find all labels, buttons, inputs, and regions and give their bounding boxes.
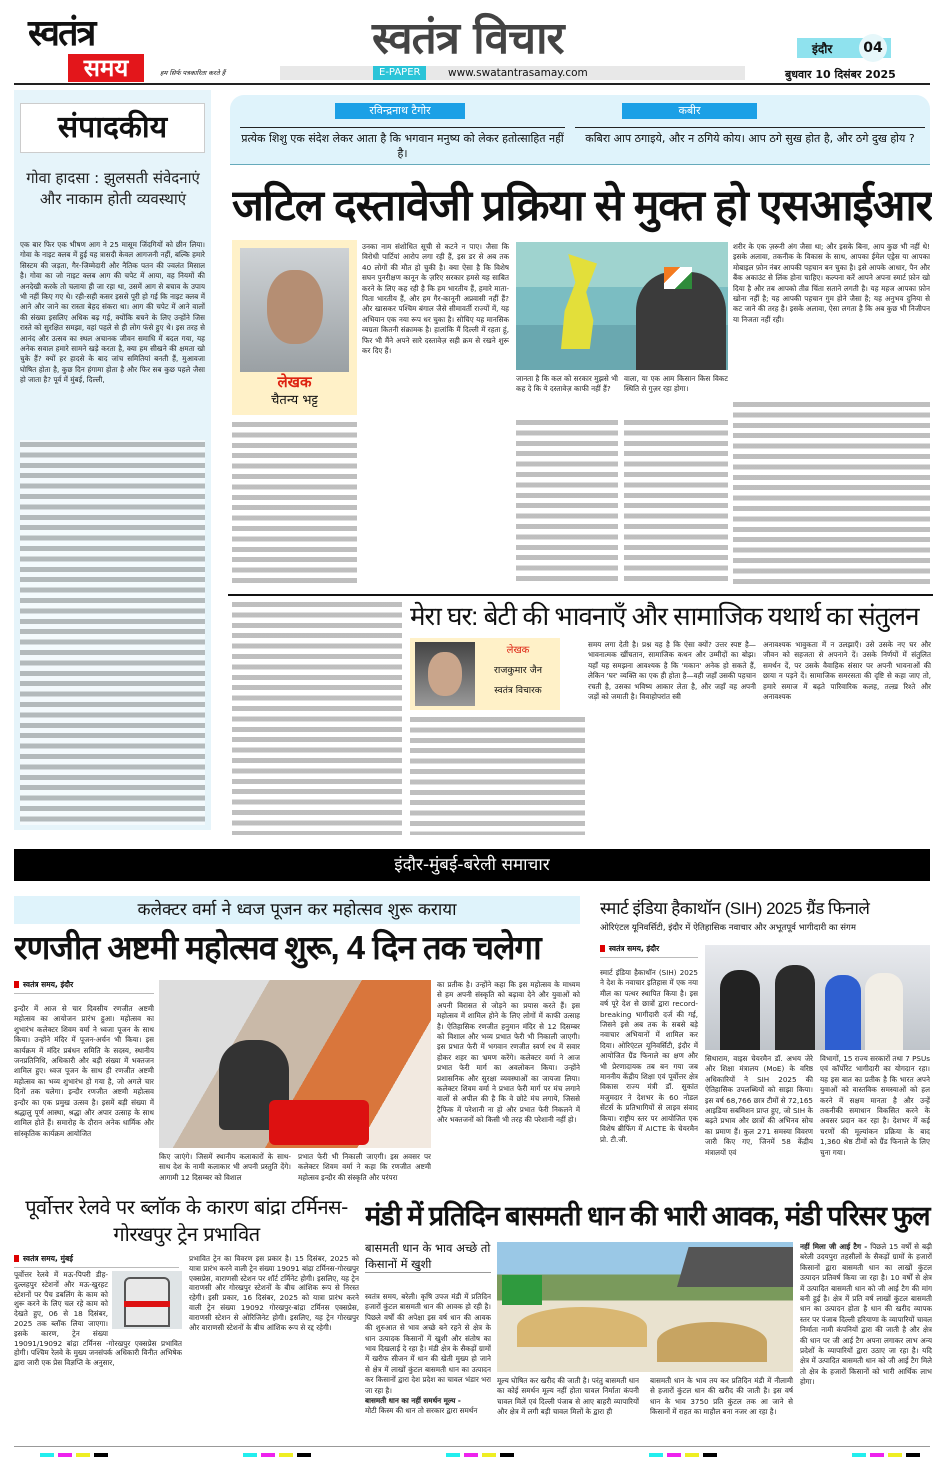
- epaper-label: E-PAPER: [373, 66, 426, 80]
- second-headline: मेरा घर: बेटी की भावनाएँ और सामाजिक यथार्थ का संतुलन: [410, 601, 919, 631]
- ranjit-col1: इन्दौर में आज से चार दिवसीय रणजीत अष्टमी महोत्सव का आयोजन प्रारंभ हुआ। महोत्सव का शुभारंभ कलेक्टर शिवम वर्मा ने ध्वजा पूजन के साथ किया। उन्होंने मंदिर में पूजन-अर्चन भी किया। इस कार्यक्रम में मंदिर प्रबंधन समिति के सदस्य, स्थानीय जनप्रतिनिधि, अधिकारी और बड़ी संख्या में भक्तजन शामिल हुए। ध्वज पूजन के साथ ही रणजीत अष्टमी महोत्सव का भव्य शुभारंभ हो गया है, जो अगले चार दिनों तक चलेगा। इन्दौर रणजीत अष्टमी महोत्सव इन्दौर का एक प्रमुख उत्सव है। इसमें बड़ी संख्या में श्रद्धालु पूर्ण आस्था, श्रद्धा और अपार उत्साह के साथ शामिल होते हैं। समारोह के दौरान अनेक धार्मिक और सांस्कृतिक कार्यक्रम आयोजित: [14, 1004, 154, 1138]
- editorial-headline: गोवा हादसा : झुलसती संवेदनाएं और नाकाम होती व्यवस्थाएं: [26, 169, 200, 208]
- sih-subhead: ओरिएंटल यूनिवर्सिटी, इंदौर में ऐतिहासिक नवाचार और अभूतपूर्व भागीदारी का संगम: [600, 923, 856, 933]
- tagline: हम सिर्फ पत्रकारिता करते हैं: [160, 69, 226, 77]
- mandi-col1b: मोटी किस्म की धान तो सरकार द्वारा समर्थन: [365, 1406, 478, 1416]
- writer-photo: [240, 248, 349, 372]
- page-title: स्वतंत्र विचार: [372, 13, 564, 64]
- mandi-subhead2: बासमती धान का नहीं समर्थन मूल्य -: [365, 1396, 461, 1406]
- quote-author-kabir: कबीर: [622, 103, 757, 119]
- mandi-headline: मंडी में प्रतिदिन बासमती धान की भारी आवक, मंडी परिसर फुल: [365, 1201, 930, 1231]
- footer-rule: [14, 1446, 930, 1447]
- ranjit-col4: का प्रतीक है। उन्होंने कहा कि इस महोत्सव के माध्यम से हम अपनी संस्कृति को बढ़ावा देने और युवाओं को अपनी विरासत से जोड़ने का प्रयास करते हैं। इस महोत्सव में शामिल होने के लिए लोगों में काफी उत्साह है। ऐतिहासिक रणजीत हनुमान मंदिर से 12 दिसम्बर को विशाल और भव्य प्रभात फेरी भी निकाली जाएगी। इस प्रभात फेरी में भगवान रणजीत स्वर्ण रथ में सवार होकर शहर का भ्रमण करेंगे। कलेक्टर वर्मा ने आज प्रभात फेरी मार्ग का अवलोकन किया। उन्होंने प्रशासनिक और सुरक्षा व्यवस्थाओं का जायजा लिया। कलेक्टर शिवम वर्मा ने प्रभात फेरी मार्ग पर मंच लगाने वालों से अपील की है कि वे छोटे मंच लगाये, जिससे ट्रैफिक में परेशानी ना हो और प्रभात फेरी निकलने में और भक्तजनों को किसी भी तरह की परेशानी नहीं हो।: [437, 980, 580, 1125]
- mandi-subhead: बासमती धान के भाव अच्छे तो किसानों में खुशी: [365, 1241, 491, 1271]
- ranjit-headline: रणजीत अष्टमी महोत्सव शुरू, 4 दिन तक चलेगा: [14, 929, 541, 966]
- city-badge: [797, 38, 891, 58]
- city: इंदौर: [812, 42, 833, 56]
- logo-top: स्वतंत्र: [28, 13, 95, 54]
- mandi-col4-text: पिछले 15 वर्षों से बढ़ी बरेली उदयपुरा तहसीलों के सैकड़ों ग्रामों के हजारों किसानों द्वारा बासमती धान का लाखों कुंटल उत्पादन प्रतिवर्ष किया जा रहा है। 10 वर्षों से क्षेत्र में उत्पादित बासमती धान को जी आई टैग की मांग बनी हुई है। क्षेत्र में प्रति वर्ष लाखों कुंटल बासमती धान का उत्पादन होता है धान की खरीद व्यापक स्तर पर पंजाब दिल्ली हरियाणा के व्यापारियों चावल निर्माता नामी कंपनियों द्वारा की जाती है और क्षेत्र की धान पर जी आई टैग अपना लगाकर लाभ अन्य प्रदेशों के व्यापारियों द्वारा उठाए जा रहा है। यदि क्षेत्र में उत्पादित बासमती धान को जी आई टैग मिले तो क्षेत्र के हजारों किसानों को भारी आर्थिक लाभ होगा।: [800, 1242, 932, 1387]
- second-writer-photo: [415, 642, 475, 706]
- section-banner: इंदौर-मुंबई-बरेली समाचार: [14, 849, 930, 881]
- second-col1: समय लगा देती है। प्रश्न यह है कि ऐसा क्यों? उत्तर स्पष्ट है—भावनात्मक खींचतान, सामाजिक कथन और उम्मीदों का बोझ। यहाँ यह समझना आवश्यक है कि 'मकान' अनेक हो सकते हैं, लेकिन 'घर' व्यक्ति का एक ही होता है—वही जहाँ उसकी पहचान रचती है, उसका भविष्य आकार लेता है, और जहाँ वह अपनी जड़ों को जमाती है। विवाहोपरांत स्त्री: [588, 640, 756, 702]
- lead-col4-continued: [733, 400, 930, 585]
- mandi-col1-text: स्वतंत्र समय, बरेली। कृषि उपज मंडी में प्रतिदिन हजारों कुंटल बासमती धान की आवक हो रही है। पिछले वर्षों की अपेक्षा इस वर्ष धान की आवक की शुरुआत से भाव अच्छे बने रहने से क्षेत्र के धान उत्पादक किसानों में खुशी और संतोष का भाव दिखलाई दे रहा है। मंडी क्षेत्र के सैकड़ों ग्रामों में खरीफ सीजन में धान की खेती मुख्य हो जाने से क्षेत्र में लाखों कुंटल बासमती धान का उत्पादन कर किसानों द्वारा देश प्रदेश का चावल भंडार भरा जा रहा है।: [365, 1292, 491, 1395]
- quotes-box: [230, 95, 930, 165]
- sir-map-image: [516, 242, 728, 370]
- lead-body-under-writer: [232, 420, 357, 585]
- railway-col1-box: [14, 1270, 182, 1442]
- train-photo: [112, 1271, 182, 1329]
- lead-col2-continued: [516, 418, 618, 585]
- ranjit-col3: प्रभात फेरी भी निकाली जाएगी। इस अवसर पर कलेक्टर शिवम वर्मा ने कहा कि रणजीत अष्टमी महोत्सव इन्दौर की संस्कृति और परंपरा: [298, 1152, 431, 1182]
- quote-tagore: प्रत्येक शिशु एक संदेश लेकर आता है कि भगवान मनुष्य को लेकर हतोत्साहित नहीं है।: [240, 127, 565, 161]
- sih-col1: स्मार्ट इंडिया हैकाथॉन (SIH) 2025 ने देश के नवाचार इतिहास में एक नया मील का पत्थर स्थापित किया है। इस वर्ष पूरे देश से छात्रों द्वारा record-breaking भागीदारी दर्ज की गई, जिसने इसे अब तक के सबसे बड़े नवाचार अभियानों में शामिल कर दिया। ओरिएंटल यूनिवर्सिटी, इंदौर में आयोजित ग्रैंड फिनाले का क्षण और भी प्रेरणादायक तब बन गया जब माननीय केंद्रीय शिक्षा एवं पूर्वोत्तर क्षेत्र विकास राज्य मंत्री डॉ. सुकांत मजुमदार ने देशभर के 60 नोडल सेंटर्स के प्रतिभागियों से लाइव संवाद किया। राष्ट्रीय स्तर पर आयोजित एक विशेष ब्रीफिंग में AICTE के चेयरमैन प्रो. टी.जी.: [600, 968, 698, 1144]
- epaper-bar: [280, 66, 745, 80]
- ranjit-byline: स्वतंत्र समय, इंदौर: [14, 980, 154, 994]
- mandi-col4-head: नहीं मिला जी आई टैग -: [800, 1242, 868, 1251]
- editorial-body: एक बार फिर एक भीषण आग ने 25 मासूम जिंदगियों को छीन लिया। गोवा के नाइट क्लब में हुई यह त्रासदी केवल आगजनी नहीं, बल्कि हमारे सिस्टम की जड़ता, गैर-जिम्मेदारी और नैतिक पतन की ज्वलंत मिसाल है। गोवा का जो नाइट क्लब आग की चपेट में आया, वह नियमों की अनदेखी करके तो चलाया ही जा रहा था, उसमें आग से बचाव के उपाय भी नहीं किए गए थे। रही-सही कसर इससे पूरी हो गई कि नाइट क्लब में आने और जाने का रास्ता बेहद संकरा था। आग की चपेट में आने वालों की संख्या इसलिए अधिक बढ़ गई, क्योंकि बचने के लिए उन्होंने जिस रास्ते को सुरक्षित समझा, वहां पहले से ही लोग फंसे हुए थे। इस तरह से आनंद और उत्सव का स्थल अचानक जीवन समाधि में बदल गया, यह अनेक सवाल हमारे सामने खड़े करता है, क्या हम सीखने की क्षमता खो चुके हैं? क्यों हर हादसे के बाद जांच समितियां बनती हैं, मुआवजा घोषित होता है, कुछ दिन हंगामा होता है और फिर सब कुछ पहले जैसा हो जाता है? पूर्व में मुंबई, दिल्ली,: [20, 240, 205, 385]
- railway-byline: स्वतंत्र समय, मुंबई: [14, 1254, 179, 1268]
- second-body-under-writer: [410, 715, 585, 835]
- editorial-label: संपादकीय: [20, 103, 205, 153]
- sih-col3: विभागों, 15 राज्य सरकारों तथा 7 PSUs एवं कॉर्पोरेट भागीदारी का योगदान रहा। यह इस बात का प्रतीक है कि भारत अपने युवाओं को वास्तविक समस्याओं को हल करने में सक्षम मानता है और उन्हें तकनीकी समाधान विकसित करने के अवसर प्रदान कर रहा है। देशभर में कई चरणों की मूल्यांकन प्रक्रिया के बाद 1,360 श्रेष्ठ टीमों को ग्रैंड फिनाले के लिए चुना गया।: [820, 1054, 930, 1157]
- logo-bottom: समय: [68, 54, 144, 82]
- mandi-col4: [800, 1242, 932, 1442]
- ranjit-col2: किए जाएंगे। जिसमें स्थानीय कलाकारों के साथ-साथ देश के नामी कलाकार भी अपनी प्रस्तुति देंगे। आगामी 12 दिसम्बर को विशाल: [159, 1152, 291, 1182]
- ranjit-kicker: कलेक्टर वर्मा ने ध्वज पूजन कर महोत्सव शुरू कराया: [14, 896, 580, 924]
- second-col2: अनावश्यक भावुकता में न उलझाएँ। उसे उसके नए घर और जीवन को सहजता से अपनाने दें। उसके निर्णयों में संतुलित समर्थन दें, पर उसके वैवाहिक संसार पर अपनी भावनाओं की छाया न पड़ने दें। सामाजिक समरसता की दृष्टि से कहा जाए तो, हमारे समाज में बढ़ते पारिवारिक कलह, तल्ख़ रिश्ते और अनावश्यक: [763, 640, 931, 702]
- second-writer-role: स्वतंत्र विचारक: [494, 686, 542, 696]
- writer-label: लेखक: [277, 373, 312, 391]
- lead-col2: जानता है कि कल को सरकार मुझसे भी कह दे कि ये दस्तावेज़ काफी नहीं हैं?: [516, 374, 618, 394]
- lead-col3: वाला, या एक आम किसान किस विकट स्थिति से गुज़र रहा होगा।: [624, 374, 728, 394]
- date: बुधवार 10 दिसंबर 2025: [785, 68, 896, 81]
- railway-col2: प्रभावित ट्रेन का विवरण इस प्रकार है। 15 दिसंबर, 2025 को यात्रा प्रारंभ करने वाली ट्रेन संख्या 19091 बांद्रा टर्मिनस-गोरखपुर एक्सप्रेस, वाराणसी स्टेशन पर शॉर्ट टर्मिनेट होगी। इसलिए, यह ट्रेन वाराणसी और गोरखपुर स्टेशनों के बीच आंशिक रूप से निरस्त रहेगी। इसी प्रकार, 16 दिसंबर, 2025 को यात्रा प्रारंभ करने वाली ट्रेन संख्या 19092 गोरखपुर-बांद्रा टर्मिनस एक्सप्रेस, वाराणसी स्टेशन से ओरिजिनेट होगी। इसलिए, यह ट्रेन गोरखपुर और वाराणसी स्टेशनों के बीच आंशिक रूप से रद्द रहेगी।: [189, 1254, 359, 1332]
- lead-col3-continued: [624, 418, 728, 585]
- lead-col1: उनका नाम संशोधित सूची से कटने न पाए। जैसा कि विरोधी पार्टियां आरोप लगा रही हैं, इस डर से अब तक 40 लोगों की मौत हो चुकी है। क्या ऐसा है कि विशेष सघन पुनरीक्षण कानून के ज़रिए सरकार हमसे यह साबित करने के लिए कह रही है कि हम भारतीय हैं, हमारे माता-पिता भारतीय हैं, और हम गैर-कानूनी अप्रवासी नहीं हैं? और खासकर पश्चिम बंगाल जैसे सीमावर्ती राज्यों में, यह अभियान एक नया रूप धर चुका है। सोचिए यह मानसिक व्यग्रता कितनी संक्रामक है। हालांकि मैं दिल्ली में रहता हूं, फिर भी मैंने अपने सारे दस्तावेज़ सही क्रम से रखने शुरू कर दिए हैं।: [362, 242, 509, 356]
- logo: [28, 14, 143, 82]
- mandi-col3: बासमती धान के भाव तय कर प्रतिदिन मंडी में नीलामी से हजारों कुंटल धान की खरीद की जाती है। इस वर्ष धान के भाव 3750 प्रति कुंटल तक आ जाने से किसानों में राहत का माहौल बना नजर आ रहा है।: [650, 1376, 793, 1417]
- sih-headline: स्मार्ट इंडिया हैकाथॉन (SIH) 2025 ग्रैंड फिनाले: [600, 899, 870, 918]
- editorial-body-continued: [20, 440, 205, 825]
- website-link[interactable]: www.swatantrasamay.com: [448, 67, 588, 79]
- lead-col4: शरीर के एक ज़रूरी अंग जैसा था; और इसके बिना, आप कुछ भी नहीं थे! इसके अलावा, तकनीक के विकास के साथ, आपका ईमेल एड्रेस या आपका मोबाइल फ़ोन नंबर आपकी पहचान बन चुका है। इसे आपके आधार, पैन और बैंक अकाउंट से लिंक होना चाहिए। कल्पना करें आपने अपना स्मार्ट फ़ोन खो दिया है और तब आपको तीव्र चिंता सताने लगती है। यह महज आपका फ़ोन खोना नहीं है; यह आपकी पहचान गुम होने जैसा है; यह अनुभव दुनिया से कट जाने की तरह है। इसके अलावा, ऐसा लगता है कि अब कुछ भी निजीपन या निजता नहीं रही।: [733, 242, 930, 324]
- page-number: 04: [859, 34, 887, 62]
- mandi-photo: [497, 1242, 793, 1372]
- railway-col1: पूर्वोत्तर रेलवे में मऊ-पिपरी डीह-दुल्लहपुर स्टेशनों और मऊ-खुरहट स्टेशनों पर पैच डबलिंग के काम को शुरू करने के लिए चल रहे काम को देखते हुए, 06 से 18 दिसंबर, 2025 तक ब्लॉक लिया जाएगा। इसके कारण, ट्रेन संख्या 19091/19092 बांद्रा टर्मिनस -गोरखपुर एक्सप्रेस प्रभावित होगी। पश्चिम रेलवे के मुख्य जनसंपर्क अधिकारी विनीत अभिषेक द्वारा जारी एक प्रेस विज्ञप्ति के अनुसार,: [14, 1270, 182, 1368]
- sih-byline: स्वतंत्र समय, इंदौर: [600, 944, 698, 958]
- lead-headline: जटिल दस्तावेजी प्रक्रिया से मुक्त हो एसआईआर: [232, 182, 932, 230]
- second-article-leftcol: [232, 600, 402, 835]
- second-writer-box: [410, 638, 560, 710]
- ranjit-photo: [159, 980, 431, 1148]
- railway-headline: पूर्वोत्तर रेलवे पर ब्लॉक के कारण बांद्रा टर्मिनस-गोरखपुर ट्रेन प्रभावित: [25, 1195, 348, 1246]
- second-writer-label: लेखक: [506, 645, 530, 656]
- article-rule: [228, 594, 933, 596]
- mandi-col1: [365, 1292, 491, 1442]
- registration-marks: [40, 1453, 920, 1457]
- quote-kabir: कबिरा आप ठगाइये, और न ठगिये कोय। आप ठगे सुख होत है, और ठगे दुख होय ?: [575, 127, 925, 146]
- mandi-col2: मूल्य घोषित कर खरीद की जाती है। परंतु बासमती धान का कोई समर्थन मूल्य नहीं होता चावल निर्माता कंपनी चावल मिलें एवं दिल्ली पंजाब से आए बाहरी व्यापारियों और क्षेत्र में लगी बड़ी चावल मिलों के द्वारा ही: [497, 1376, 639, 1417]
- second-writer-name: राजकुमार जैन: [493, 665, 543, 676]
- masthead-rule: [14, 83, 930, 85]
- writer-name: चैतन्य भट्ट: [271, 393, 318, 408]
- quote-author-tagore: रविन्द्रनाथ टैगोर: [335, 103, 465, 119]
- sih-photo: [705, 945, 930, 1050]
- sih-col2: सिथाराम, वाइस चेयरमैन डॉ. अभय जेरे और शिक्षा मंत्रालय (MoE) के वरिष्ठ अधिकारियों ने SIH 2025 की ऐतिहासिक उपलब्धियों को साझा किया। इस वर्ष 68,766 छात्र टीमों से 72,165 आइडिया सबमिशन प्राप्त हुए, जो SIH के बढ़ते प्रभाव और छात्रों की अभिनव सोच का प्रमाण हैं। कुल 271 समस्या विवरण जारी किए गए, जिनमें 58 केंद्रीय मंत्रालयों एवं: [705, 1054, 813, 1157]
- writer-box: [232, 240, 357, 415]
